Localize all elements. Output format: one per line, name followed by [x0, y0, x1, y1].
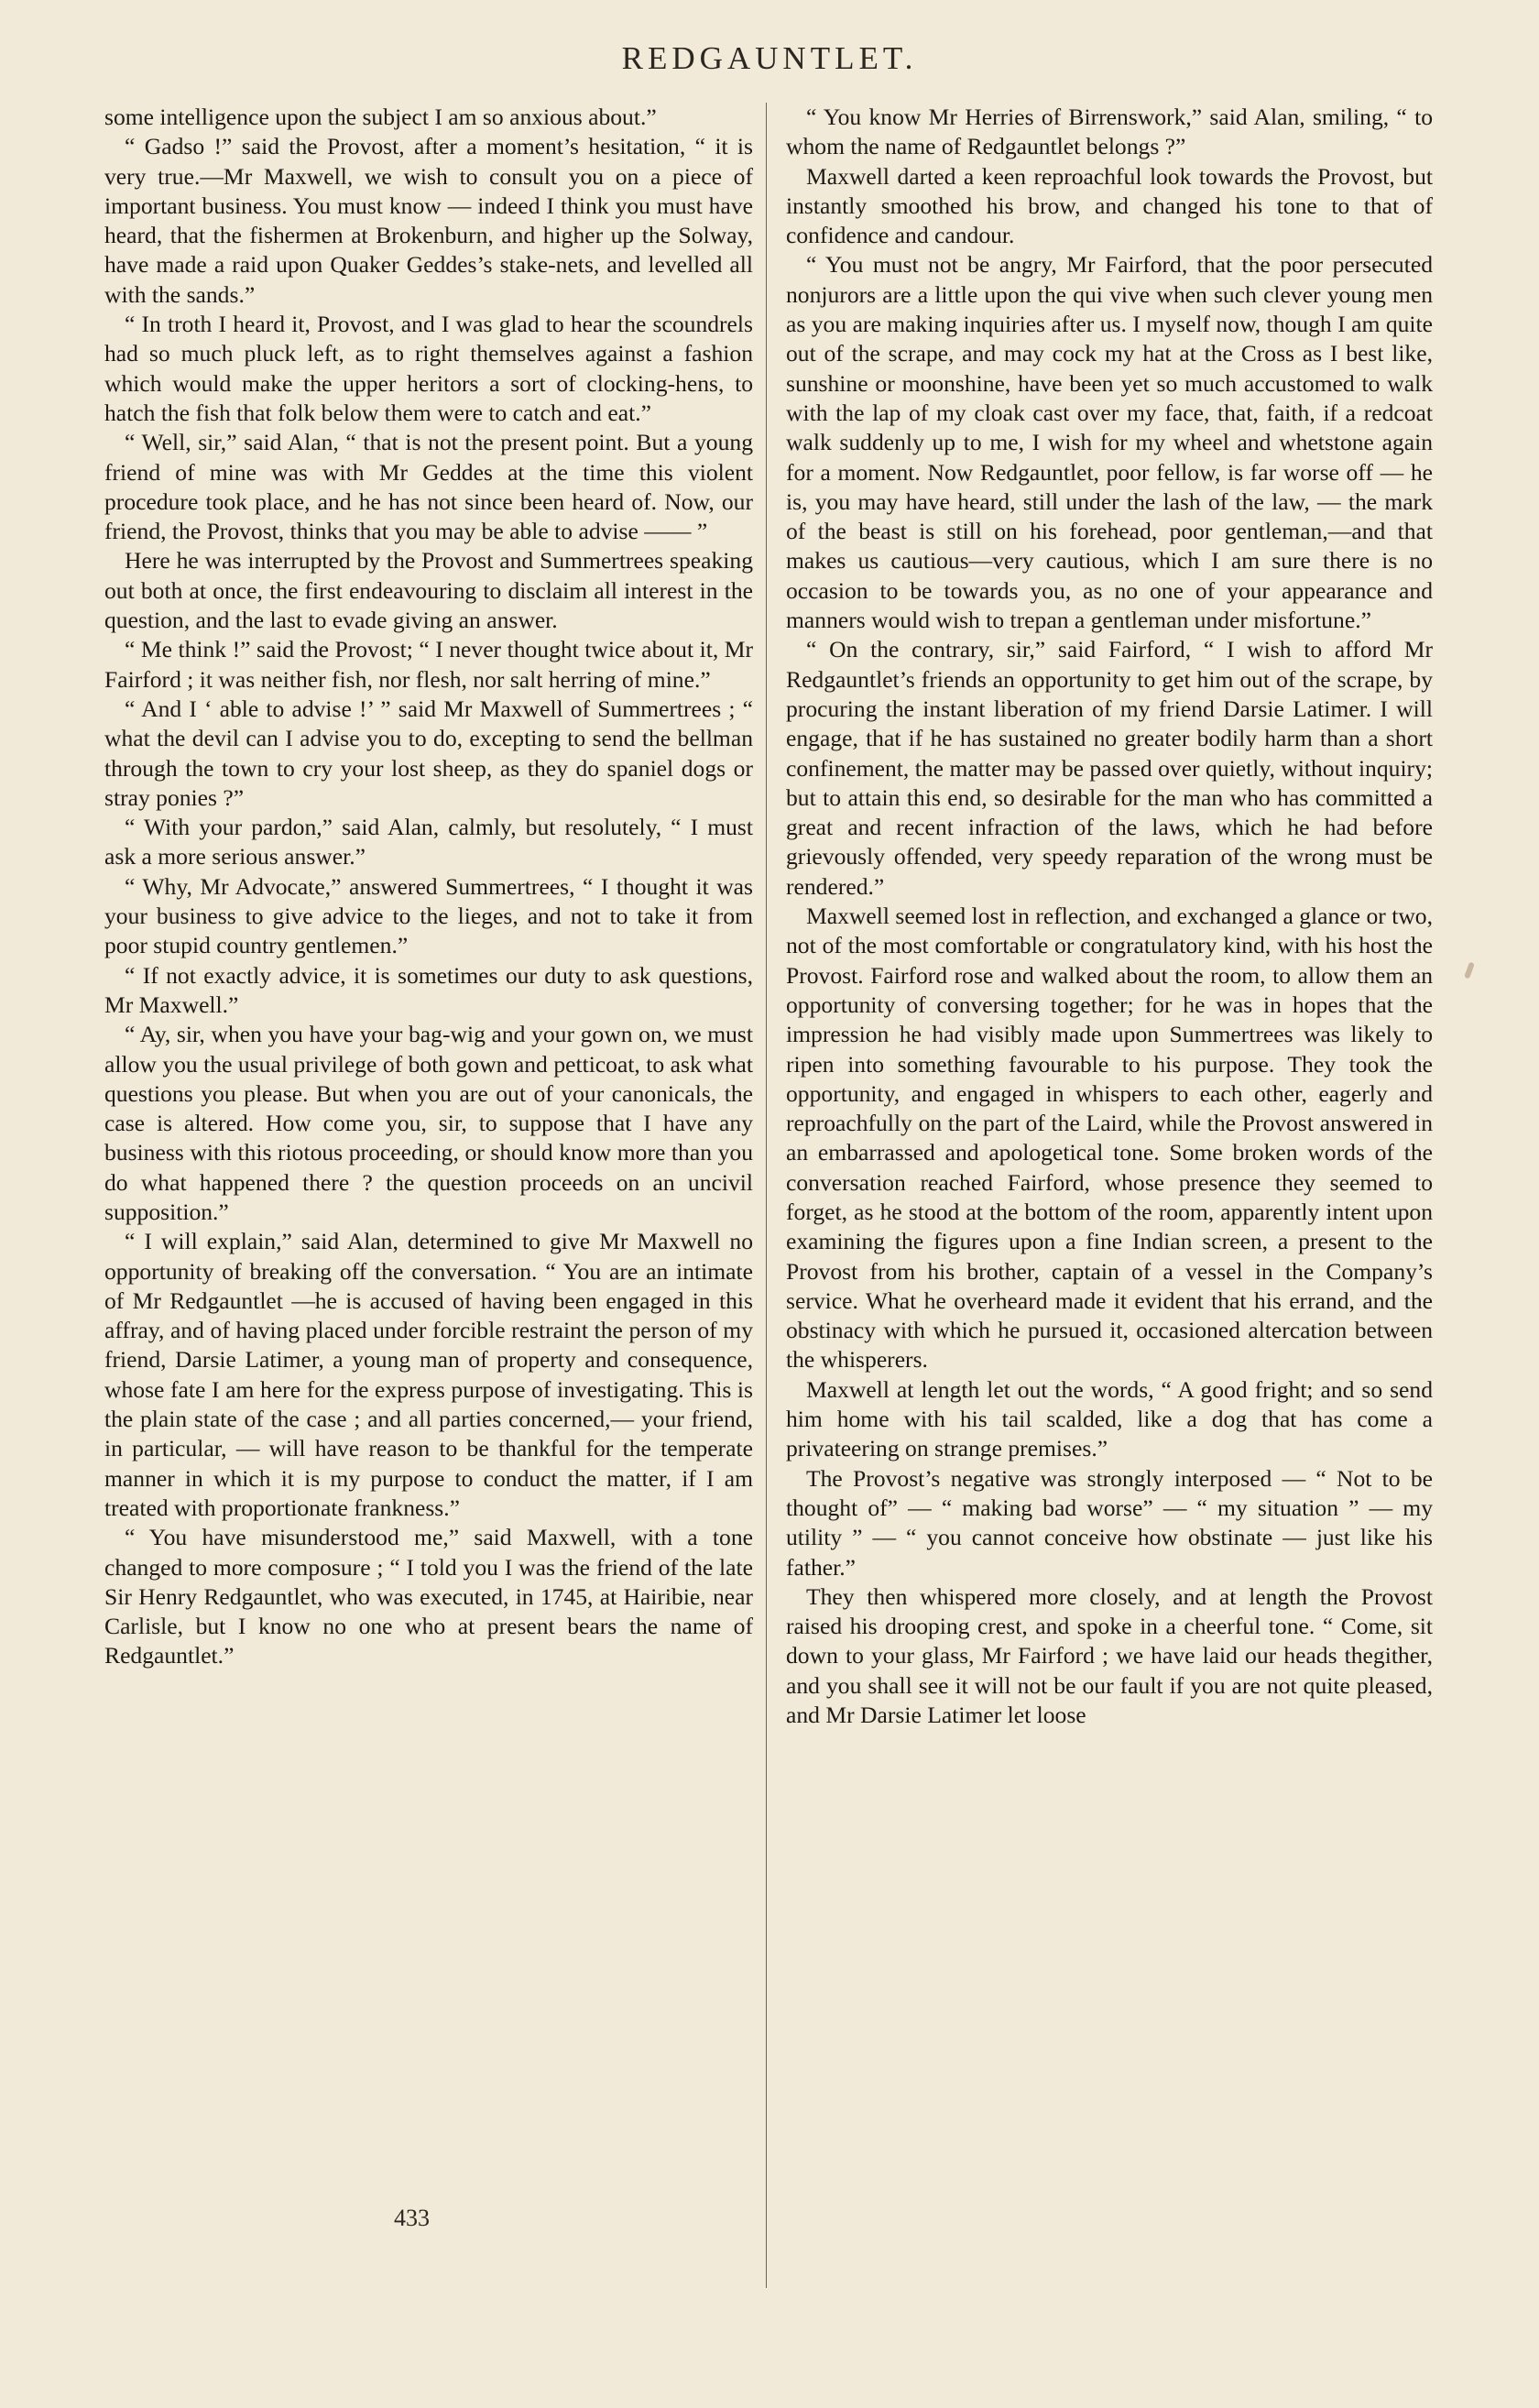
margin-mark [1464, 962, 1475, 980]
paragraph: “ Gadso !” said the Provost, after a moment’s hesitation, “ it is very true.—Mr Maxwell, we wish to consult you on a piece of important business. You must know — indeed I think you must have heard, that the fishermen at Brokenburn, and higher up the Solway, have made a raid upon Quaker Geddes’s stake-nets, and levelled all with the sands.” [104, 133, 753, 308]
paragraph: “ On the contrary, sir,” said Fairford, “ I wish to afford Mr Redgauntlet’s friends an opportunity to get him out of the scrape, by procuring the instant liberation of my friend Darsie Latimer. I will engage, that if he has sustained no greater bodily harm than a short confinement, the matter may be passed over quietly, without inquiry; but to attain this end, so desirable for the man who has committed a great and recent infraction of the laws, which he had before grievously offended, very speedy reparation of the wrong must be rendered.” [786, 636, 1433, 900]
paragraph: “ In troth I heard it, Provost, and I was glad to hear the scoundrels had so much pluck left, as to right themselves against a fashion which would make the upper heritors a sort of clocking-hens, to hatch the fish that folk below them were to catch and eat.” [104, 311, 753, 426]
paragraph: “ I will explain,” said Alan, determined to give Mr Maxwell no opportunity of breaking off the conversation. “ You are an intimate of Mr Redgauntlet —he is accused of having been engaged in this affray, and of having placed under forcible restraint the person of my friend, Darsie Latimer, a young man of property and consequence, whose fate I am here for the express purpose of investigating. This is the plain state of the case ; and all parties concerned,— your friend, in particular, — will have reason to be thankful for the temperate manner in which it is my purpose to conduct the matter, if I am treated with proportionate frankness.” [104, 1228, 753, 1521]
paragraph: “ Ay, sir, when you have your bag-wig and your gown on, we must allow you the usual privilege of both gown and petticoat, to ask what questions you please. But when you are out of your canonicals, the case is altered. How come you, sir, to suppose that I have any business with this riotous proceeding, or should know more than you do what happened there ? the question proceeds on an uncivil supposition.” [104, 1021, 753, 1225]
paragraph: “ If not exactly advice, it is sometimes our duty to ask questions, Mr Maxwell.” [104, 961, 753, 1018]
paragraph: Here he was interrupted by the Provost and Summertrees speaking out both at once, the first endeavouring to disclaim all interest in the question, and the last to evade giving an answer. [104, 547, 753, 634]
paragraph: “ Why, Mr Advocate,” answered Summertrees, “ I thought it was your business to give advice to the lieges, and not to take it from poor stupid country gentlemen.” [104, 872, 753, 959]
paragraph: They then whispered more closely, and at length the Provost raised his drooping crest, and spoke in a cheerful tone. “ Come, sit down to your glass, Mr Fairford ; we have laid our heads thegither, and you shall see it will not be our fault if you are not quite pleased, and Mr Darsie Latimer let loose [786, 1582, 1433, 1729]
paragraph: “ And I ‘ able to advise !’ ” said Mr Maxwell of Summertrees ; “ what the devil can I advise you to do, excepting to send the bellman through the town to cry your lost sheep, as they do spaniel dogs or stray ponies ?” [104, 695, 753, 811]
column-divider [766, 103, 767, 2288]
paragraph: “ You must not be angry, Mr Fairford, that the poor persecuted nonjurors are a little upon the qui vive when such clever young men as you are making inquiries after us. I myself now, though I am quite out of the scrape, and may cock my hat at the Cross as I best like, sunshine or moonshine, have been yet so much accustomed to walk with the lap of my cloak cast over my face, that, faith, if a redcoat walk suddenly up to me, I wish for my wheel and whetstone again for a moment. Now Redgauntlet, poor fellow, is far worse off — he is, you may have heard, still under the lash of the law, — the mark of the beast is still on his forehead, poor gentleman,—and that makes us cautious—very cautious, which I am sure there is no occasion to be towards you, as no one of your appearance and manners would wish to trepan a gentleman under misfortune.” [786, 251, 1433, 634]
running-title: REDGAUNTLET. [621, 40, 918, 76]
paragraph: Maxwell darted a keen reproachful look towards the Provost, but instantly smoothed his brow, and changed his tone to that of confidence and candour. [786, 162, 1433, 249]
paragraph: “ You have misunderstood me,” said Maxwell, with a tone changed to more composure ; “ I told you I was the friend of the late Sir Henry Redgauntlet, who was executed, in 1745, at Hairibie, near Carlisle, but I know no one who at present bears the name of Redgauntlet.” [104, 1524, 753, 1669]
right-column [786, 103, 1433, 1730]
page-number: 433 [394, 2205, 430, 2231]
paragraph: “ Me think !” said the Provost; “ I never thought twice about it, Mr Fairford ; it was neither fish, nor flesh, nor salt herring of mine.” [104, 636, 753, 693]
left-column [104, 103, 753, 1671]
paragraph: “ You know Mr Herries of Birrenswork,” said Alan, smiling, “ to whom the name of Redgauntlet belongs ?” [786, 104, 1433, 160]
paragraph: The Provost’s negative was strongly interposed — “ Not to be thought of” — “ making bad worse” — “ my situation ” — my utility ” — “ you cannot conceive how obstinate — just like his father.” [786, 1464, 1433, 1581]
paragraph: “ With your pardon,” said Alan, calmly, but resolutely, “ I must ask a more serious answer.” [104, 814, 753, 870]
paragraph: Maxwell at length let out the words, “ A good fright; and so send him home with his tail scalded, like a dog that has come a privateering on strange premises.” [786, 1375, 1433, 1462]
paragraph: some intelligence upon the subject I am so anxious about.” [104, 104, 657, 130]
paragraph: “ Well, sir,” said Alan, “ that is not the present point. But a young friend of mine was with Mr Geddes at the time this violent procedure took place, and he has not since been heard of. Now, our friend, the Provost, thinks that you may be able to advise —— ” [104, 429, 753, 545]
paragraph: Maxwell seemed lost in reflection, and exchanged a glance or two, not of the most comfortable or congratulatory kind, with his host the Provost. Fairford rose and walked about the room, to allow them an opportunity of conversing together; for he was in hopes that the impression he had visibly made upon Summertrees was likely to ripen into something favourable to his purpose. They took the opportunity, and engaged in whispers to each other, eagerly and reproachfully on the part of the Laird, while the Provost answered in an embarrassed and apologetical tone. Some broken words of the conversation reached Fairford, whose presence they seemed to forget, as he stood at the bottom of the room, apparently intent upon examining the figures upon a fine Indian screen, a present to the Provost from his brother, captain of a vessel in the Company’s service. What he overheard made it evident that his errand, and the obstinacy with which he pursued it, occasioned altercation between the whisperers. [786, 903, 1433, 1374]
